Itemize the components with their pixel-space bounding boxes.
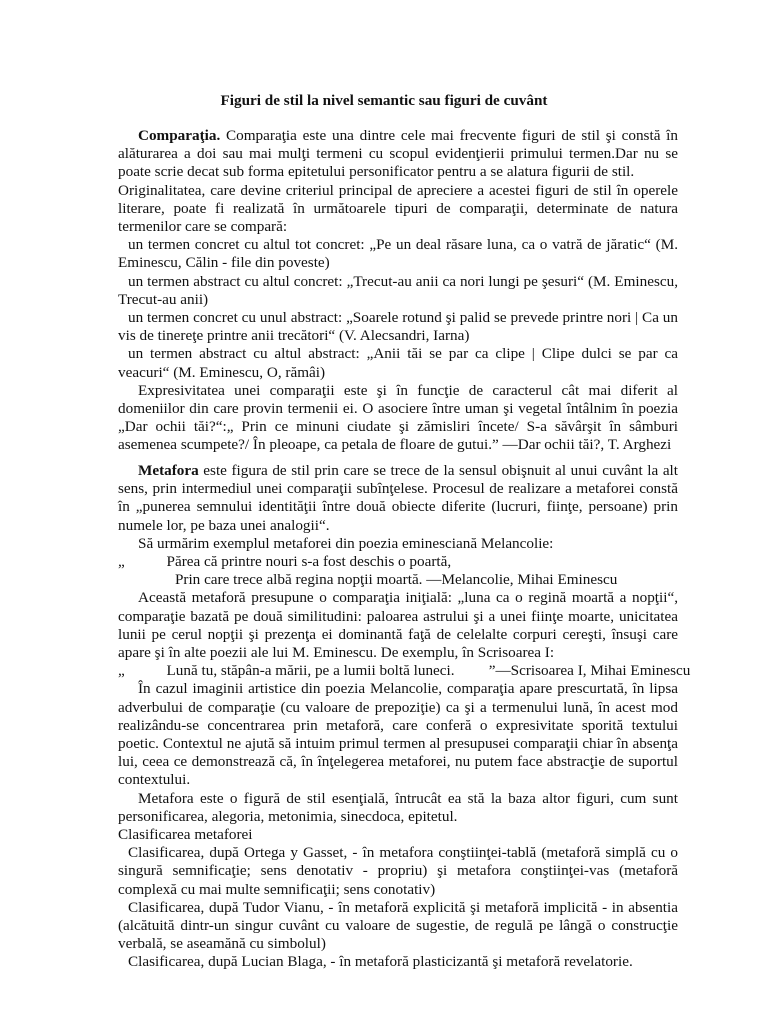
comparatia-paragraph-2: Originalitatea, care devine criteriul principal de apreciere a acestei figuri de stil în operele literare, poate fi realizată în următoarele tipuri de comparaţii, determinate de natura termenilor care se compară:: [118, 181, 678, 236]
comparatia-paragraph-3: Expresivitatea unei comparaţii este şi în funcţie de caracterul cât mai diferit al domeniilor din care provin termenii ei. O asociere între uman şi vegetal întâlnim în poezia „Dar ochii tăi?“:„ Prin ce minuni ciudate şi zămisliri încete/ S-a săvârşit în sâmburi asemenea scumpete?/ În pleoape, ca petala de floare de gutui.” —Dar ochii tăi?, T. Arghezi: [118, 381, 678, 454]
comparatia-heading: Comparaţia.: [138, 127, 221, 144]
metafora-quote-1b: Prin care trece albă regina nopţii moartă. —Melancolie, Mihai Eminescu: [118, 571, 618, 589]
comparatia-section: [118, 127, 678, 455]
clasificare-blaga: Clasificarea, după Lucian Blaga, - în metaforă plasticizantă şi metaforă revelatorie.: [128, 953, 633, 971]
comparatia-type-3: un termen concret cu unul abstract: „Soarele rotund şi palid se prevede printre nori | Ca un vis de tinereţe printre anii trecători“ (V. Alecsandri, Iarna): [118, 309, 678, 345]
clasificare-ortega: Clasificarea, după Ortega y Gasset, - în metafora conştiinţei-tablă (metaforă simplă cu o singură semnificaţie; sens denotativ - propriu) şi metafora conştiinţei-vas (metaforă complexă cu mai multe semnificaţii; sens conotativ): [118, 844, 678, 898]
comparatia-intro: Comparaţia. Comparaţia este una dintre cele mai frecvente figuri de stil şi constă în alăturarea a doi sau mai mulţi termeni cu scopul evidenţierii primului termen.Dar nu se poate scrie decat sub forma epitetului personificator pentru a se alatura figurii de stil.: [118, 127, 678, 181]
metafora-quote-1a: „ Părea că printre nouri s-a fost deschis o poartă,: [118, 553, 452, 571]
comparatia-type-4: un termen abstract cu altul abstract: „Anii tăi se par ca clipe | Clipe dulci se par ca veacuri“ (M. Eminescu, O, rămâi): [118, 345, 678, 381]
metafora-intro: Metafora este figura de stil prin care se trece de la sensul obişnuit al unui cuvânt la alt sens, prin intermediul unei comparaţii subînţelese. Procesul de realizare a metaforei constă în „punerea semnului identităţii între două obiecte diferite (lucruri, fiinţe, persoane) prin numele lor, pe baza unei analogii“.: [118, 462, 678, 534]
metafora-paragraph-5: Metafora este o figură de stil esenţială, întrucât ea stă la baza altor figuri, cum sunt personificarea, alegoria, metonimia, sinecdoca, epitetul.: [118, 789, 678, 825]
clasificare-vianu: Clasificarea, după Tudor Vianu, - în metaforă explicită şi metaforă implicită - in absentia (alcătuită dintr-un singur cuvânt cu valoare de sugestie, de regulă pe lângă o construcţie verbală, se aseamănă cu simbolul): [118, 898, 678, 953]
comparatia-type-2: un termen abstract cu altul concret: „Trecut-au anii ca nori lungi pe şesuri“ (M. Eminescu, Trecut-au anii): [118, 272, 678, 308]
metafora-quote-2: „ Lună tu, stăpân-a mării, pe a lumii boltă luneci. ”—Scrisoarea I, Mihai Eminescu: [118, 662, 691, 680]
document-title: Figuri de stil la nivel semantic sau figuri de cuvânt: [220, 92, 548, 109]
metafora-paragraph-4: În cazul imaginii artistice din poezia Melancolie, comparaţia apare prescurtată, în lipsa adverbului de comparaţie (cu valoare de prepoziţie) ca şi a termenului lună, în acest mod realizându-se concentrarea prin metaforă, care conferă o expresivitate sporită textului poetic. Contextul ne ajută să intuim primul termen al presupusei comparaţii chiar în absenţa lui, ceea ce demonstrează că, în înţelegerea metaforei, nu putem face abstracţie de suportul contextului.: [118, 680, 678, 789]
comparatia-type-1: un termen concret cu altul tot concret: „Pe un deal răsare luna, ca o vatră de jăratic“ (M. Eminescu, Călin - file din poveste): [118, 236, 678, 272]
clasificare-title: Clasificarea metaforei: [118, 826, 253, 844]
metafora-heading: Metafora: [138, 462, 199, 479]
metafora-paragraph-3: Această metaforă presupune o comparaţia iniţială: „luna ca o regină moartă a nopţii“, comparaţie bazată pe două similitudini: paloarea astrului şi a unei fiinţe moarte, unicitatea lunii pe cerul nopţii şi prezenţa ei dominantă faţă de celelalte corpuri cereşti, însuşi care apare şi în alte poezii ale lui M. Eminescu. De exemplu, în Scrisoarea I:: [118, 589, 678, 662]
metafora-paragraph-2: Să urmărim exemplul metaforei din poezia eminesciană Melancolie:: [138, 534, 554, 552]
metafora-section: [118, 462, 691, 972]
